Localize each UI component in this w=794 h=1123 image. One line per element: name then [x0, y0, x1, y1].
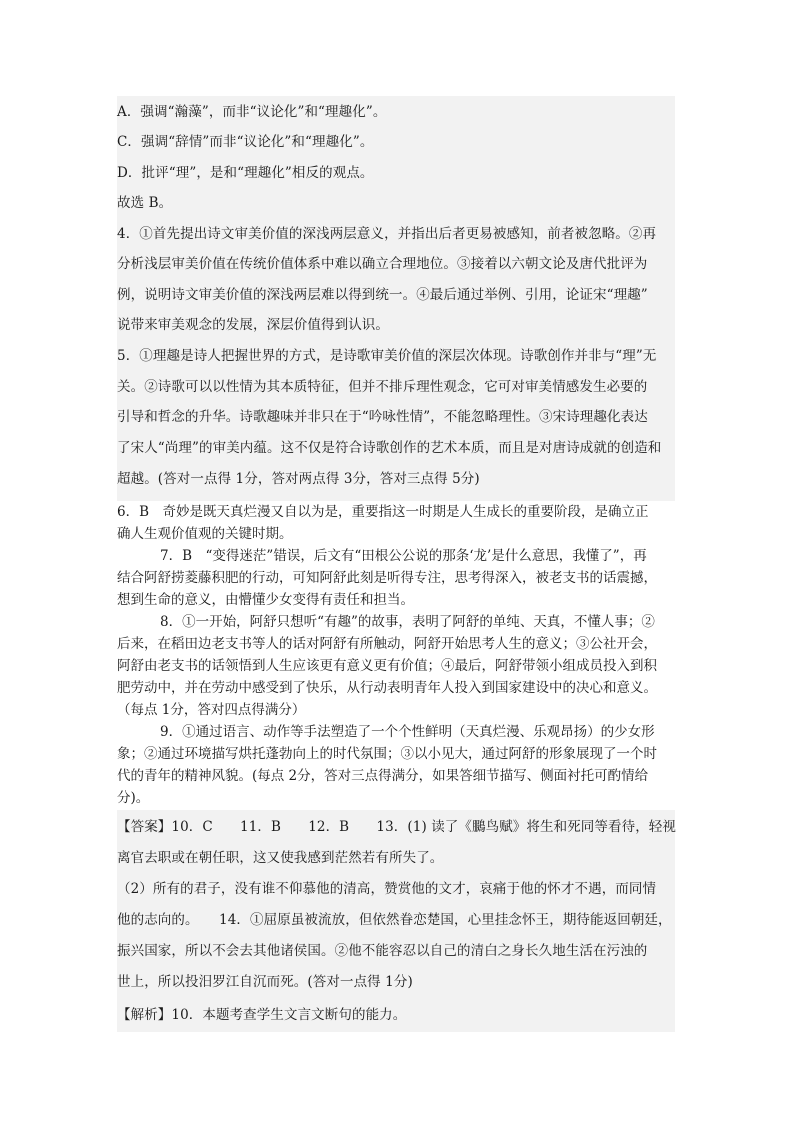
text-line: 离官去职或在朝任职，这又使我感到茫然若有所失了。 — [117, 850, 444, 866]
text-line: 确人生观价值观的关键时期。 — [117, 526, 293, 542]
text-line: 5．①理趣是诗人把握世界的方式，是诗歌审美价值的深层次体现。诗歌创作并非与“理”无 — [117, 348, 657, 364]
text-line: 振兴国家，所以不会去其他诸侯国。②他不能容忍以自己的清白之身长久地生活在污浊的 — [117, 943, 648, 959]
text-line: 4．①首先提出诗文审美价值的深浅两层意义，并指出后者更易被感知，前者被忽略。②再 — [117, 226, 657, 242]
text-line: 象；②通过环境描写烘托蓬勃向上的时代氛围；③以小见大，通过阿舒的形象展现了一个时 — [117, 746, 657, 762]
text-line: 了宋人“尚理”的审美内蕴。这不仅是符合诗歌创作的艺术本质，而且是对唐诗成就的创造和 — [117, 440, 662, 456]
text-line: 肥劳动中，并在劳动中感受到了快乐，从行动表明青年人投入到国家建设中的决心和意义。 — [117, 680, 657, 696]
text-line: 8．①一开始，阿舒只想听“有趣”的故事，表明了阿舒的单纯、天真，不懂人事；② — [160, 614, 655, 630]
text-line: 说带来审美观念的发展，深层价值得到认识。 — [117, 317, 389, 333]
text-line: 【答案】10．C 11．B 12．B 13．(1) 读了《鵩鸟赋》将生和死同等看待，轻视 — [117, 819, 676, 835]
text-line: 结合阿舒捞菱藤积肥的行动，可知阿舒此刻是听得专注，思考得深入，被老支书的话震撼， — [117, 570, 657, 586]
text-line: 关。②诗歌可以以性情为其本质特征，但并不排斥理性观念，它可对审美情感发生必要的 — [117, 379, 648, 395]
text-line: 7．B “变得迷茫”错误，后文有“田根公公说的那条‘龙’是什么意思，我懂了”，再 — [160, 548, 647, 564]
answer-block-2 — [117, 810, 675, 1032]
text-line: （每点 1分，答对四点得满分） — [117, 702, 306, 718]
text-line: 例，说明诗文审美价值的深浅两层难以得到统一。④最后通过举例、引用，论证宋“理趣” — [117, 287, 648, 303]
text-line: 超越。(答对一点得 1分，答对两点得 3分，答对三点得 5分) — [117, 471, 480, 487]
text-line: 6．B 奇妙是既天真烂漫又自以为是，重要指这一时期是人生成长的重要阶段，是确立正 — [117, 504, 649, 520]
text-line: 阿舒由老支书的话领悟到人生应该更有意义更有价值；④最后，阿舒带领小组成员投入到积 — [117, 658, 657, 674]
text-line: （2）所有的君子，没有谁不仰慕他的清高，赞赏他的文才，哀痛于他的怀才不遇，而同情 — [117, 881, 657, 897]
text-line: A．强调“瀚藻”，而非“议论化”和“理趣化”。 — [117, 104, 387, 120]
text-line: 故选 B。 — [117, 195, 173, 211]
answer-block-1 — [117, 96, 675, 501]
text-line: 分析浅层审美价值在传统价值体系中难以确立合理地位。③接着以六朝文论及唐代批评为 — [117, 256, 648, 272]
text-line: 代的青年的精神风貌。(每点 2分，答对三点得满分，如果答细节描写、侧面衬托可酌情给 — [117, 768, 649, 784]
text-line: 世上，所以投汨罗江自沉而死。(答对一点得 1分) — [117, 974, 413, 990]
text-line: 他的志向的。 14．①屈原虽被流放，但依然眷恋楚国，心里挂念怀王，期待能返回朝廷， — [117, 912, 672, 928]
text-line: D．批评“理”，是和“理趣化”相反的观点。 — [117, 165, 374, 181]
text-line: 引导和哲念的升华。诗歌趣味并非只在于“吟咏性情”，不能忽略理性。③宋诗理趣化表达 — [117, 409, 648, 425]
text-line: 后来，在稻田边老支书等人的话对阿舒有所触动，阿舒开始思考人生的意义；③公社开会， — [117, 636, 657, 652]
text-line: 9．①通过语言、动作等手法塑造了一个个性鲜明（天真烂漫、乐观昂扬）的少女形 — [160, 724, 655, 740]
text-line: 想到生命的意义，由懵懂少女变得有责任和担当。 — [117, 592, 414, 608]
text-line: 【解析】10．本题考查学生文言文断句的能力。 — [117, 1007, 407, 1023]
text-line: C．强调“辞情”而非“议论化”和“理趣化”。 — [117, 134, 374, 150]
text-line: 分)。 — [117, 790, 150, 806]
